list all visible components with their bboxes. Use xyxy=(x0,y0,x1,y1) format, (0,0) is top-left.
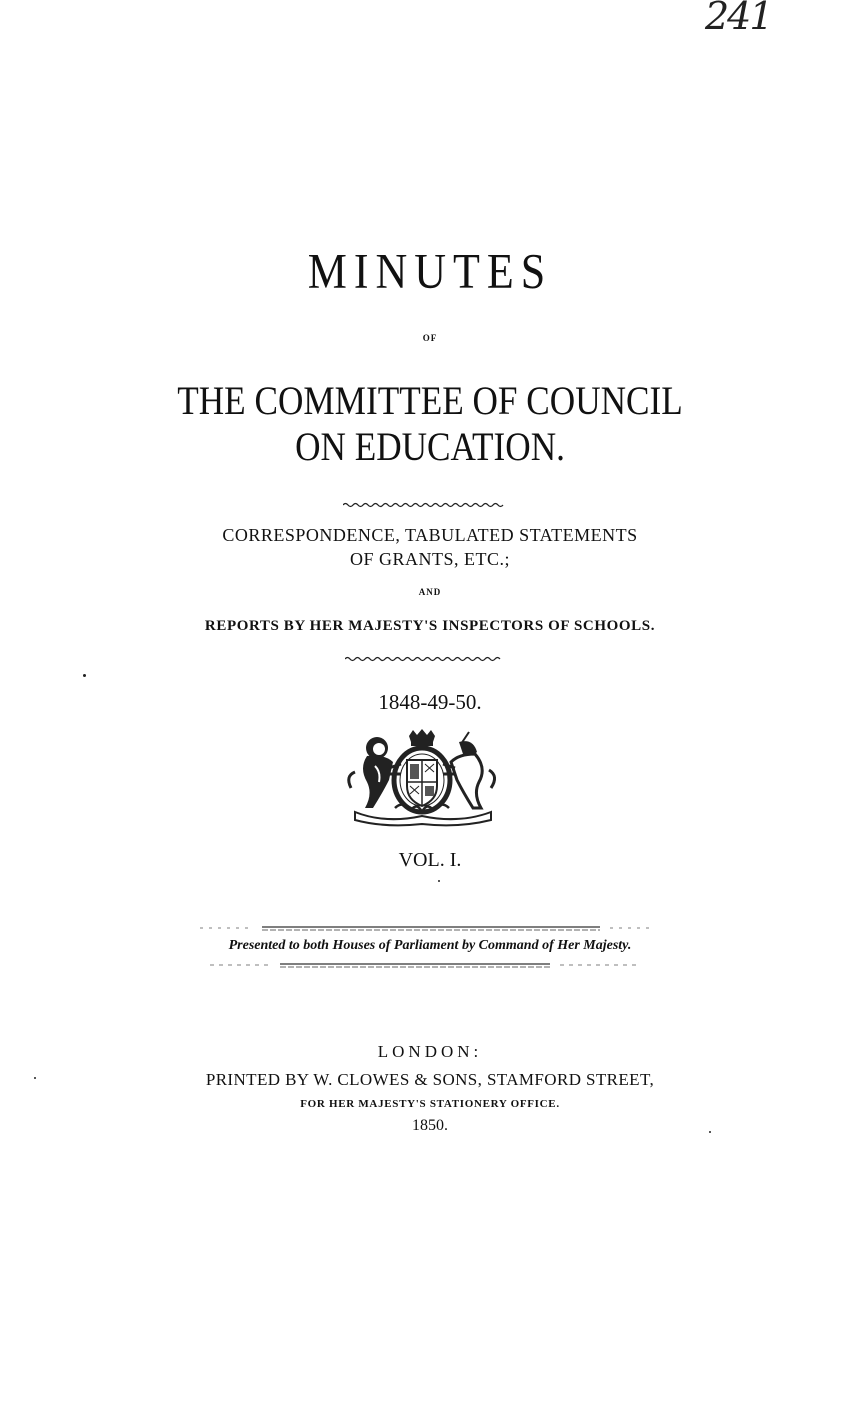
contents-connector-and: AND xyxy=(418,587,442,597)
committee-name-line-1: THE COMMITTEE OF COUNCIL xyxy=(177,378,683,423)
imprint-city: LONDON: xyxy=(377,1042,483,1061)
imprint-printer: PRINTED BY W. CLOWES & SONS, STAMFORD STREET, xyxy=(205,1070,655,1089)
imprint-office: FOR HER MAJESTY'S STATIONERY OFFICE. xyxy=(300,1098,560,1110)
ornamental-wavy-rule-top xyxy=(343,500,513,510)
years-line: 1848-49-50. xyxy=(378,690,482,714)
reports-line: REPORTS BY HER MAJESTY'S INSPECTORS OF SCHOOLS. xyxy=(204,618,656,634)
double-rule-top xyxy=(200,925,650,933)
committee-name-line-2: ON EDUCATION. xyxy=(295,424,565,469)
volume-label: VOL. I. xyxy=(398,849,462,871)
contents-line-1: CORRESPONDENCE, TABULATED STATEMENTS xyxy=(222,525,638,545)
handwritten-shelf-mark: 241 xyxy=(705,0,772,38)
stray-mark xyxy=(438,880,440,882)
ornamental-wavy-rule-bottom xyxy=(345,654,510,664)
stray-mark xyxy=(709,1131,711,1133)
double-rule-bottom xyxy=(210,962,640,970)
stray-mark xyxy=(83,674,86,677)
presentation-statement: Presented to both Houses of Parliament by Command of Her Majesty. xyxy=(228,938,632,953)
title-connector-of: OF xyxy=(422,333,438,343)
imprint-year: 1850. xyxy=(412,1117,448,1134)
royal-coat-of-arms-icon xyxy=(345,728,500,828)
contents-line-2: OF GRANTS, ETC.; xyxy=(349,549,510,569)
document-title: MINUTES xyxy=(307,244,553,299)
stray-mark xyxy=(34,1077,36,1079)
